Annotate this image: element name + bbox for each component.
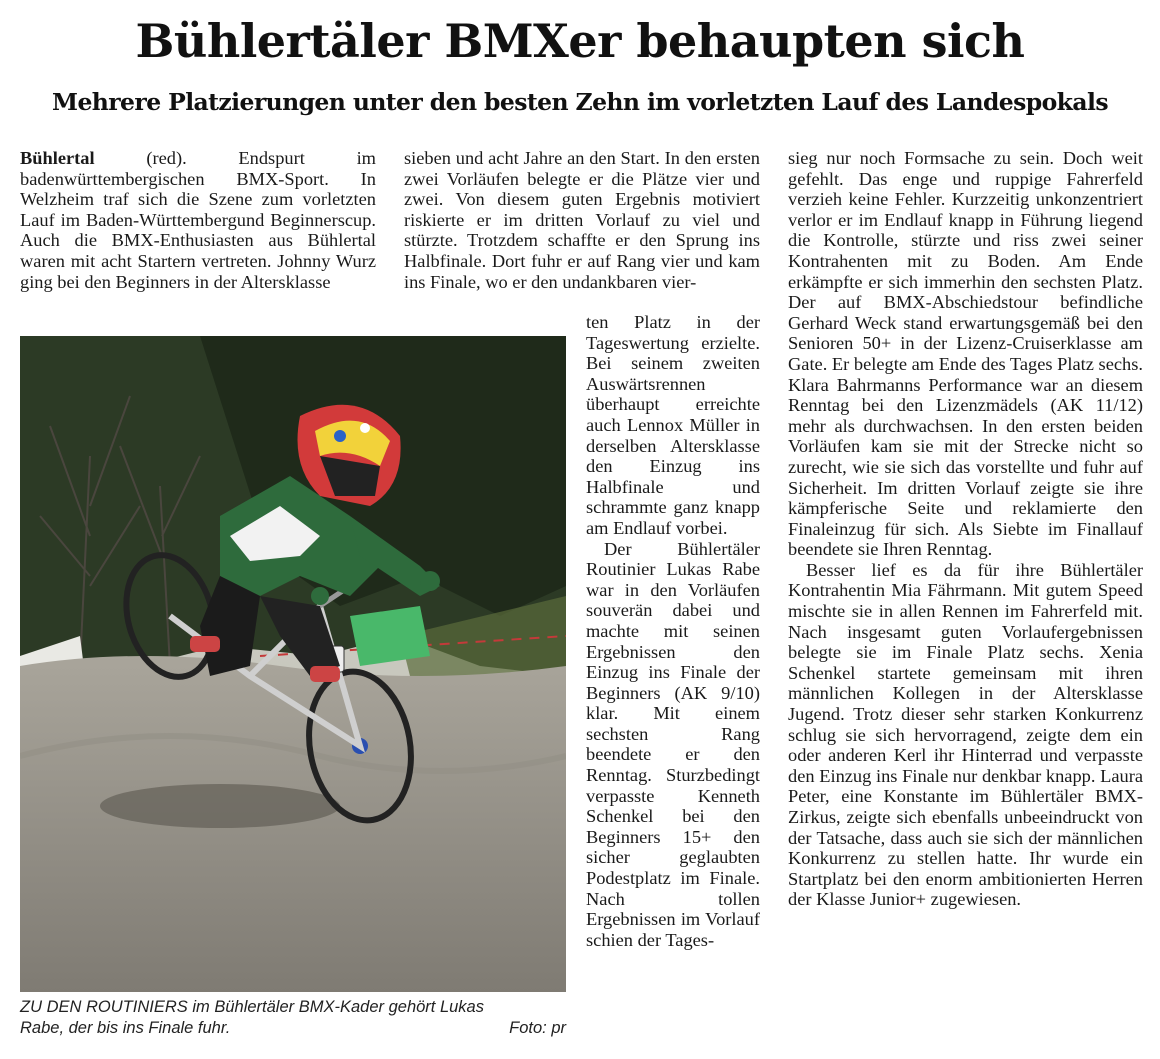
paragraph: ten Platz in der Tageswertung erzielte. Bei seinem zweiten Auswärtsrennen überhaupt erreichte auch Lennox Müller in derselben Altersklasse den Einzug ins Halbfinale und schrammte ganz knapp am Endlauf vorbei. [586,312,760,538]
paragraph-text: (red). Endspurt im badenwürttembergischen BMX-Sport. In Welzheim traf sich die Szene zum vorletzten Lauf im Baden-Württembergund Beginnerscup. Auch die BMX-Enthusiasten aus Bühlertal waren mit acht Startern vertreten. Johnny Wurz ging bei den Beginners in der Altersklasse [20,148,376,292]
paragraph: sieben und acht Jahre an den Start. In den ersten zwei Vorläufen belegte er die Plätze vier und zwei. Von diesem guten Ergebnis motiviert riskierte er im dritten Vorlauf zu viel und stürzte. Trotzdem schaffte er den Sprung ins Halbfinale. Dort fuhr er auf Rang vier und kam ins Finale, wo er den undankbaren vier- [404,148,760,292]
column-3 [788,148,1143,910]
column-1 [20,148,376,292]
dateline: Bühlertal [20,148,95,168]
paragraph: sieg nur noch Formsache zu sein. Doch weit gefehlt. Das enge und ruppige Fahrerfeld verzieh keine Fehler. Kurzzeitig unkonzentriert verlor er im Endlauf knapp in Führung liegend die Kontrolle, stürzte und riss zwei seiner Kontrahenten mit zu Boden. Am Ende erkämpfte er sich immerhin den sechsten Platz. Der auf BMX-Abschiedstour befindliche Gerhard Weck stand erwartungsgemäß bei den Senioren 50+ in der Lizenz-Cruiserklasse am Gate. Er belegte am Ende des Tages Platz sechs. Klara Bahrmanns Performance war an diesem Renntag bei den Lizenzmädels (AK 11/12) mehr als durchwachsen. In den ersten beiden Vorläufen kam sie mit der Strecke nicht so zurecht, wie sie sich das vorstellte und fuhr auf Sicherheit. Im dritten Vorlauf zeigte sie ihre kämpferische Seite und reklamierte den Finaleinzug für sich. Als Siebte im Finallauf beendete sie Ihren Renntag. [788,148,1143,560]
bmx-rider-photo [20,336,566,992]
caption-text: Rabe, der bis ins Finale fuhr. [20,1019,231,1037]
subheadline: Mehrere Platzierungen unter den besten Zehn im vorletzten Lauf des Landespokals [52,88,1108,116]
paragraph: Der Bühlertäler Routinier Lukas Rabe war in den Vorläufen souverän dabei und machte mit seinen Ergebnissen den Einzug ins Finale der Beginners (AK 9/10) klar. Mit einem sechsten Rang beendete er den Renntag. Sturzbedingt verpasste Kenneth Schenkel bei den Beginners 15+ den sicher geglaubten Podestplatz im Finale. Nach tollen Ergebnissen im Vorlauf schien der Tages- [586,538,760,950]
photo-caption [20,997,566,1039]
caption-lead: ZU DEN ROUTINIERS [20,998,188,1016]
paragraph [20,148,376,292]
caption-line-2 [20,1018,566,1039]
column-2-top [404,148,760,292]
paragraph: Besser lief es da für ihre Bühlertäler Kontrahentin Mia Fährmann. Mit gutem Speed mischte sie in allen Rennen im Fahrerfeld mit. Nach insgesamt guten Vorlaufergebnissen belegte sie im Finale Platz sechs. Xenia Schenkel startete gemeinsam mit ihren männlichen Kollegen in der Altersklasse Jugend. Trotz dieser sehr starken Konkurrenz schlug sie sich hervorragend, zeigte dem ein oder anderen Kerl ihr Hinterrad und verpasste den Einzug ins Finale nur denkbar knapp. Laura Peter, eine Konstante im Bühlertäler BMX-Zirkus, zeigte sich ebenfalls unbeeindruckt von der Tatsache, dass auch sie sich der männlichen Konkurrenz zu stellen hatte. Ihr wurde ein Startplatz bei den enorm ambitionierten Herren der Klasse Junior+ zugewiesen. [788,559,1143,910]
headline: Bühlertäler BMXer behaupten sich [135,14,1025,68]
caption-text: im Bühlertäler BMX-Kader gehört Lukas [187,998,484,1016]
photo-credit: Foto: pr [509,1019,566,1037]
column-2-narrow [586,312,760,950]
caption-line-1 [20,997,566,1018]
